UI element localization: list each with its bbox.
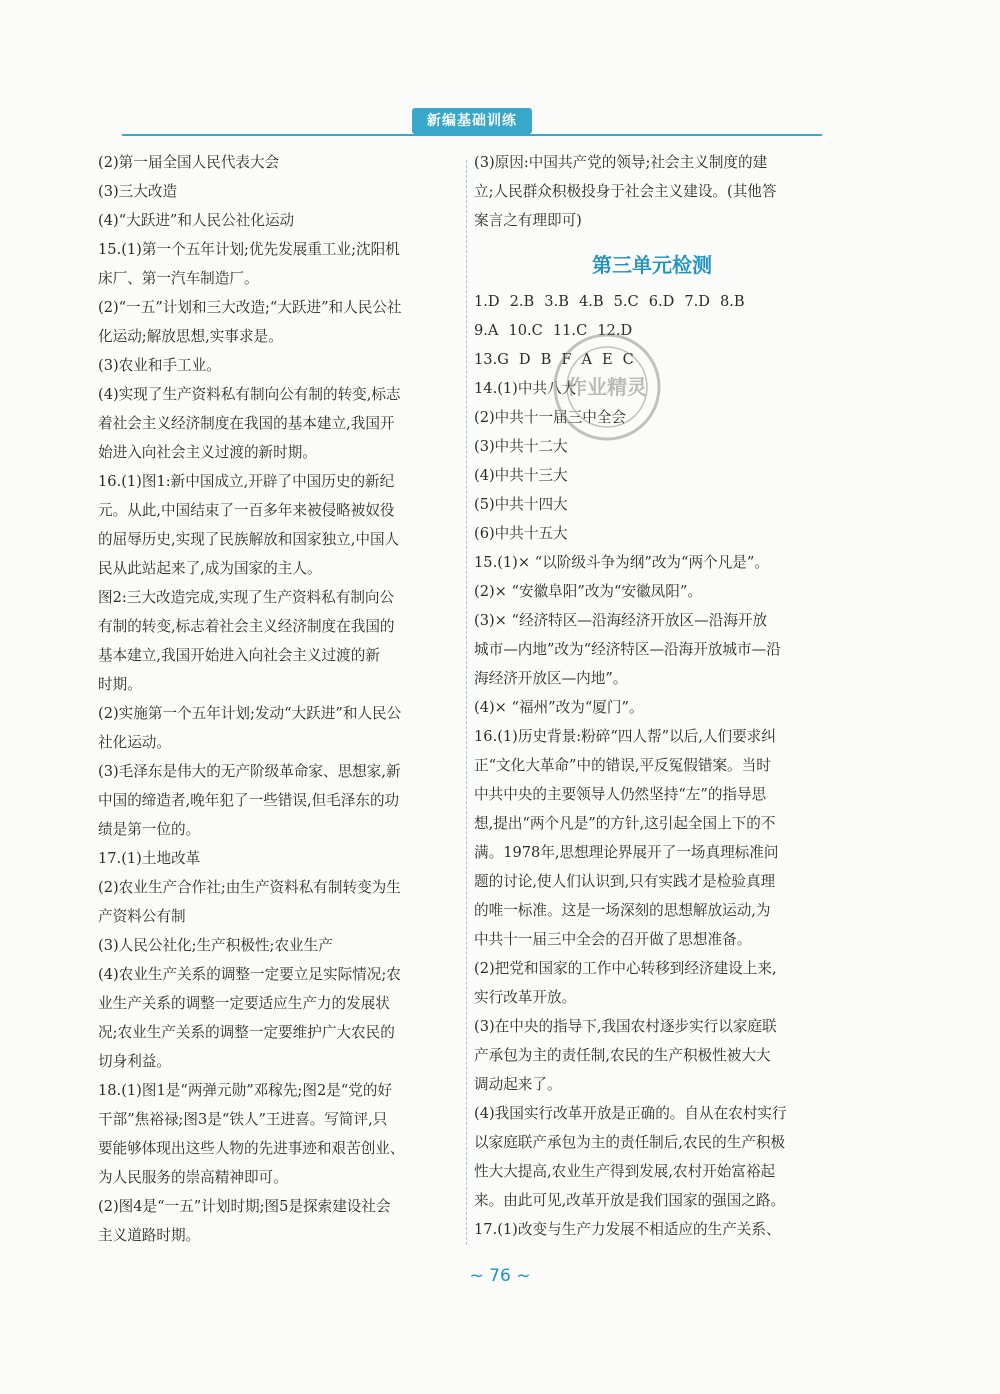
text-line: 民从此站起来了,成为国家的主人。 bbox=[98, 560, 322, 577]
text-line: 产承包为主的责任制,农民的生产积极性被大大 bbox=[474, 1047, 771, 1064]
text-line: (2)把党和国家的工作中心转移到经济建设上来, bbox=[474, 960, 777, 977]
text-line: 正“文化大革命”中的错误,平反冤假错案。当时 bbox=[474, 757, 771, 774]
text-line: 调动起来了。 bbox=[474, 1076, 562, 1093]
header-rule bbox=[122, 134, 822, 136]
text-line: 着社会主义经济制度在我国的基本建立,我国开 bbox=[98, 415, 395, 432]
text-line: 基本建立,我国开始进入向社会主义过渡的新 bbox=[98, 647, 380, 664]
text-line: (4)实现了生产资料私有制向公有制的转变,标志 bbox=[98, 386, 401, 403]
mc-answer: A bbox=[581, 351, 592, 368]
text-line: (2)第一届全国人民代表大会 bbox=[98, 154, 280, 171]
text-line: 中共十一届三中全会的召开做了思想准备。 bbox=[474, 931, 752, 948]
text-line: 化运动;解放思想,实事求是。 bbox=[98, 328, 283, 345]
mc-answer: 3.B bbox=[544, 293, 569, 310]
section-title: 第三单元检测 bbox=[592, 253, 712, 277]
text-line: (3)三大改造 bbox=[98, 183, 178, 200]
text-line: 的屈辱历史,实现了民族解放和国家独立,中国人 bbox=[98, 531, 400, 548]
text-line: (6)中共十五大 bbox=[474, 525, 568, 542]
text-line: (3)在中央的指导下,我国农村逐步实行以家庭联 bbox=[474, 1018, 777, 1035]
mc-answer: 12.D bbox=[597, 322, 633, 339]
text-line: 15.(1)第一个五年计划;优先发展重工业;沈阳机 bbox=[98, 241, 400, 258]
mc-answer: 1.D bbox=[474, 293, 500, 310]
mc-answer: 6.D bbox=[648, 293, 675, 310]
page-header bbox=[122, 108, 822, 138]
text-line: 16.(1)历史背景:粉碎“四人帮”以后,人们要求纠 bbox=[474, 728, 776, 745]
text-line: 立;人民群众积极投身于社会主义建设。(其他答 bbox=[474, 183, 777, 200]
mc-answer: E bbox=[602, 351, 613, 368]
text-line: 床厂、第一汽车制造厂。 bbox=[98, 270, 259, 287]
text-line: 性大大提高,农业生产得到发展,农村开始富裕起 bbox=[474, 1163, 776, 1180]
text-line: (3)原因:中国共产党的领导;社会主义制度的建 bbox=[474, 154, 768, 171]
text-line: (2)中共十一届三中全会 bbox=[474, 409, 627, 426]
text-line: 元。从此,中国结束了一百多年来被侵略被奴役 bbox=[98, 502, 395, 519]
text-line: 以家庭联产承包为主的责任制后,农民的生产积极 bbox=[474, 1134, 786, 1151]
text-line: 的唯一标准。这是一场深刻的思想解放运动,为 bbox=[474, 902, 771, 919]
text-line: 社化运动。 bbox=[98, 734, 171, 751]
text-line: 图2:三大改造完成,实现了生产资料私有制向公 bbox=[98, 589, 395, 606]
text-line: 绩是第一位的。 bbox=[98, 821, 201, 838]
text-line: (4)我国实行改革开放是正确的。自从在农村实行 bbox=[474, 1105, 787, 1122]
text-line: (3)× “经济特区—沿海经济开放区—沿海开放 bbox=[474, 612, 768, 629]
text-line: (5)中共十四大 bbox=[474, 496, 568, 513]
text-line: (2)“一五”计划和三大改造;“大跃进”和人民公社 bbox=[98, 299, 402, 316]
mc-answer: B bbox=[540, 351, 552, 368]
text-line: (4)“大跃进”和人民公社化运动 bbox=[98, 212, 295, 229]
text-line: 想,提出“两个凡是”的方针,这引起全国上下的不 bbox=[474, 815, 776, 832]
text-line: (2)× “安徽阜阳”改为“安徽凤阳”。 bbox=[474, 583, 702, 600]
text-line: (2)图4是“一五”计划时期;图5是探索建设社会 bbox=[98, 1198, 391, 1215]
text-line: 17.(1)改变与生产力发展不相适应的生产关系、 bbox=[474, 1221, 781, 1238]
mc-row bbox=[474, 287, 830, 316]
mc-answer: 9.A bbox=[474, 322, 499, 339]
text-line: 要能够体现出这些人物的先进事迹和艰苦创业、 bbox=[98, 1140, 405, 1157]
text-line: 海经济开放区—内地”。 bbox=[474, 670, 628, 687]
left-column bbox=[98, 148, 460, 1250]
text-line: 满。1978年,思想理论界展开了一场真理标准问 bbox=[474, 844, 779, 861]
text-line: (3)毛泽东是伟大的无产阶级革命家、思想家,新 bbox=[98, 763, 401, 780]
text-line: 16.(1)图1:新中国成立,开辟了中国历史的新纪 bbox=[98, 473, 395, 490]
text-line: (4)农业生产关系的调整一定要立足实际情况;农 bbox=[98, 966, 401, 983]
text-line: (4)× “福州”改为“厦门”。 bbox=[474, 699, 644, 716]
mc-answer: F bbox=[561, 351, 572, 368]
text-line: (3)人民公社化;生产积极性;农业生产 bbox=[98, 937, 333, 954]
mc-answer: D bbox=[518, 351, 531, 368]
text-line: 中共中央的主要领导人仍然坚持“左”的指导思 bbox=[474, 786, 767, 803]
text-line: 17.(1)土地改革 bbox=[98, 850, 201, 867]
mc-answer: 8.B bbox=[719, 293, 745, 310]
right-column-bottom bbox=[474, 374, 830, 1244]
text-line: 主义道路时期。 bbox=[98, 1227, 201, 1244]
mc-answer: 4.B bbox=[578, 293, 604, 310]
mc-answer: 7.D bbox=[684, 293, 710, 310]
mc-answer: 10.C bbox=[508, 322, 543, 339]
text-line: 时期。 bbox=[98, 676, 142, 693]
mc-answer: 13.G bbox=[474, 351, 509, 368]
mc-answer: C bbox=[622, 351, 634, 368]
text-line: (3)农业和手工业。 bbox=[98, 357, 221, 374]
mc-answer: 5.C bbox=[613, 293, 639, 310]
page-number: ~ 76 ~ bbox=[469, 1266, 531, 1286]
text-line: 况;农业生产关系的调整一定要维护广大农民的 bbox=[98, 1024, 395, 1041]
text-line: 题的讨论,使人们认识到,只有实践才是检验真理 bbox=[474, 873, 776, 890]
text-line: 15.(1)× “以阶级斗争为纲”改为“两个凡是”。 bbox=[474, 554, 769, 571]
text-line: 为人民服务的崇高精神即可。 bbox=[98, 1169, 288, 1186]
text-line: 干部”焦裕禄;图3是“铁人”王进喜。写简评,只 bbox=[98, 1111, 388, 1128]
text-line: 城市—内地”改为“经济特区—沿海开放城市—沿 bbox=[474, 641, 781, 658]
text-line: 14.(1)中共八大 bbox=[474, 380, 577, 397]
watermark-stamp-icon bbox=[548, 328, 666, 446]
column-divider bbox=[466, 160, 468, 1245]
text-line: (3)中共十二大 bbox=[474, 438, 568, 455]
text-line: 中国的缔造者,晚年犯了一些错误,但毛泽东的功 bbox=[98, 792, 400, 809]
right-column-top bbox=[474, 148, 830, 235]
text-line: 来。由此可见,改革开放是我们国家的强国之路。 bbox=[474, 1192, 786, 1209]
text-line: 始进入向社会主义过渡的新时期。 bbox=[98, 444, 317, 461]
mc-answer: 2.B bbox=[509, 293, 535, 310]
text-line: 有制的转变,标志着社会主义经济制度在我国的 bbox=[98, 618, 395, 635]
text-line: 实行改革开放。 bbox=[474, 989, 577, 1006]
right-column bbox=[474, 148, 830, 1244]
text-line: 18.(1)图1是“两弹元勋”邓稼先;图2是“党的好 bbox=[98, 1082, 393, 1099]
text-line: (2)实施第一个五年计划;发动“大跃进”和人民公 bbox=[98, 705, 402, 722]
mc-answer: 11.C bbox=[552, 322, 588, 339]
svg-text:作业精灵: 作业精灵 bbox=[567, 375, 647, 399]
header-title: 新编基础训练 bbox=[412, 108, 532, 134]
text-line: (2)农业生产合作社;由生产资料私有制转变为生 bbox=[98, 879, 401, 896]
text-line: (4)中共十三大 bbox=[474, 467, 568, 484]
text-line: 切身利益。 bbox=[98, 1053, 171, 1070]
text-line: 业生产关系的调整一定要适应生产力的发展状 bbox=[98, 995, 390, 1012]
text-line: 案言之有理即可) bbox=[474, 212, 582, 229]
text-line: 产资料公有制 bbox=[98, 908, 186, 925]
